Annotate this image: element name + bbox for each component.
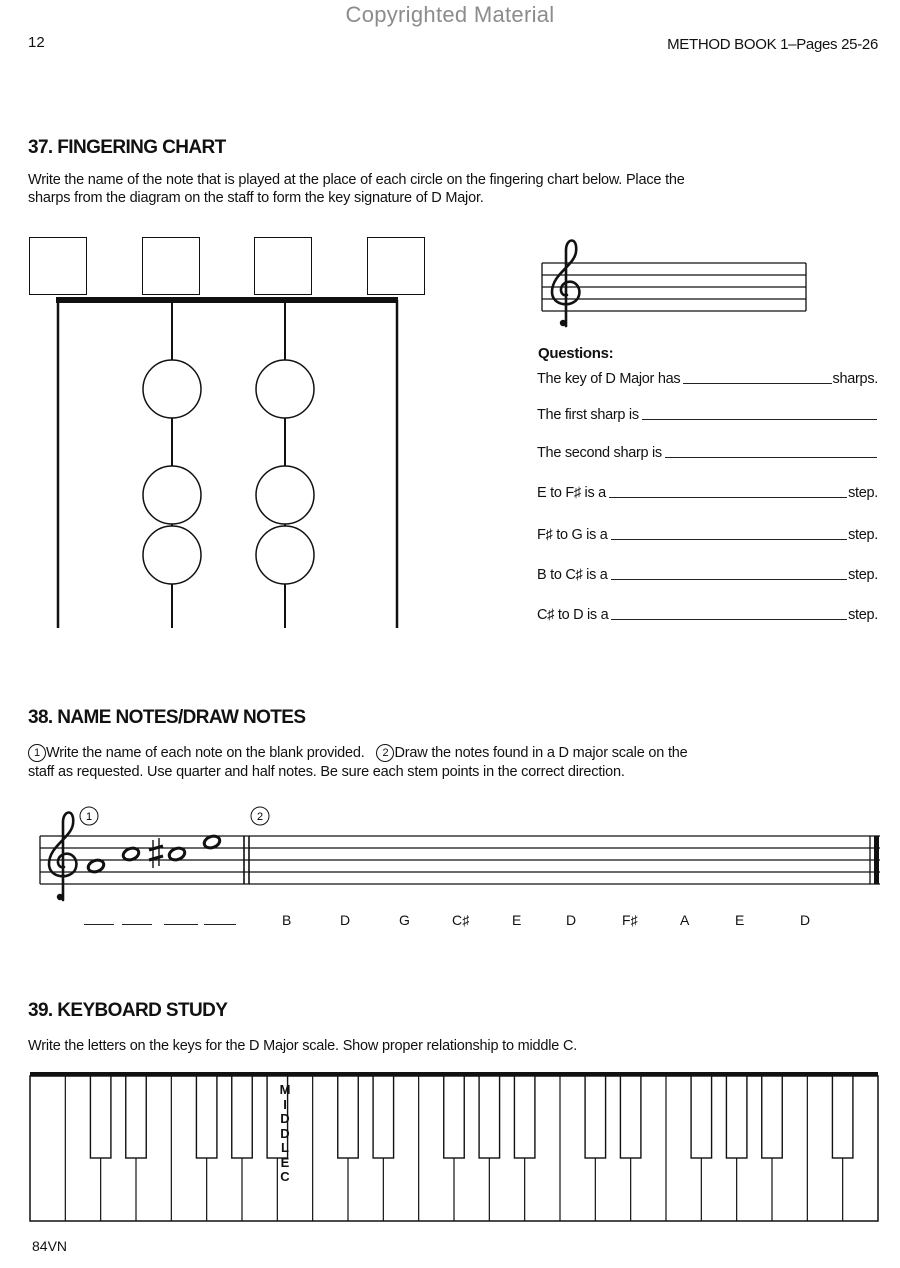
black-key[interactable]	[232, 1076, 252, 1158]
middle-c-letter: L	[281, 1140, 289, 1155]
requested-note: E	[735, 912, 745, 928]
question-text: E to F♯ is a	[537, 485, 606, 501]
section-39-title: 39. KEYBOARD STUDY	[28, 1000, 228, 1021]
requested-note: E	[512, 912, 522, 928]
black-key[interactable]	[585, 1076, 605, 1158]
staff-marker-2-label: 2	[256, 811, 264, 823]
black-key[interactable]	[832, 1076, 852, 1158]
black-key[interactable]	[620, 1076, 640, 1158]
black-key[interactable]	[762, 1076, 782, 1158]
section-37-title: 37. FINGERING CHART	[28, 137, 226, 158]
questions-heading: Questions:	[538, 345, 614, 362]
section-37-instructions-line-1: Write the name of the note that is played at the place of each circle on the fingering chart below. Place the	[28, 172, 685, 188]
middle-c-letter: E	[280, 1154, 290, 1170]
black-key[interactable]	[90, 1076, 110, 1158]
black-key[interactable]	[514, 1076, 534, 1158]
page-number: 12	[28, 34, 45, 51]
requested-note: A	[680, 912, 690, 928]
section-37-instructions-line-2: sharps from the diagram on the staff to form the key signature of D Major.	[28, 190, 484, 206]
instruction-1-text: Write the name of each note on the blank provided.	[46, 745, 365, 761]
question-text: The key of D Major has	[537, 371, 681, 387]
question-text: The first sharp is	[537, 407, 639, 423]
section-39-instructions: Write the letters on the keys for the D Major scale. Show proper relationship to middle C.	[28, 1038, 578, 1054]
black-key[interactable]	[338, 1076, 358, 1158]
question-suffix: step.	[848, 567, 878, 583]
question-text: B to C♯ is a	[537, 567, 608, 583]
question-text: C♯ to D is a	[537, 607, 609, 623]
middle-c-letter: D	[280, 1125, 290, 1141]
question-text: F♯ to G is a	[537, 527, 608, 543]
question-suffix: step.	[848, 527, 878, 543]
black-key[interactable]	[126, 1076, 146, 1158]
instruction-2-text: Draw the notes found in a D major scale on the	[394, 745, 688, 761]
middle-c-letter: C	[280, 1169, 290, 1184]
black-key[interactable]	[479, 1076, 499, 1158]
step-1-marker: 1	[28, 744, 46, 762]
copyright-watermark: Copyrighted Material	[345, 2, 555, 27]
requested-note: G	[399, 912, 410, 928]
middle-c-letter: I	[283, 1096, 287, 1112]
step-2-marker: 2	[376, 744, 394, 762]
middle-c-letter: D	[280, 1111, 290, 1126]
black-key[interactable]	[373, 1076, 393, 1158]
requested-note: D	[340, 912, 351, 928]
question-suffix: step.	[848, 485, 878, 501]
question-suffix: step.	[848, 607, 878, 623]
staff-marker-1-label: 1	[85, 811, 93, 823]
question-text: The second sharp is	[537, 445, 662, 461]
requested-note: B	[282, 912, 292, 928]
black-key[interactable]	[196, 1076, 216, 1158]
requested-note: D	[566, 912, 577, 928]
requested-note: D	[800, 912, 811, 928]
requested-note: C♯	[452, 912, 470, 928]
running-head: METHOD BOOK 1–Pages 25-26	[667, 36, 878, 53]
black-key[interactable]	[444, 1076, 464, 1158]
black-key[interactable]	[691, 1076, 711, 1158]
middle-c-letter: M	[279, 1082, 291, 1097]
page-footer-code: 84VN	[32, 1238, 68, 1254]
black-key[interactable]	[726, 1076, 746, 1158]
requested-note: F♯	[622, 912, 638, 928]
middle-c-label	[279, 1083, 291, 1185]
section-38-instructions-line-2: staff as requested. Use quarter and half notes. Be sure each stem points in the correct direction.	[28, 764, 625, 780]
section-38-title: 38. NAME NOTES/DRAW NOTES	[28, 707, 306, 728]
question-suffix: sharps.	[832, 371, 878, 387]
